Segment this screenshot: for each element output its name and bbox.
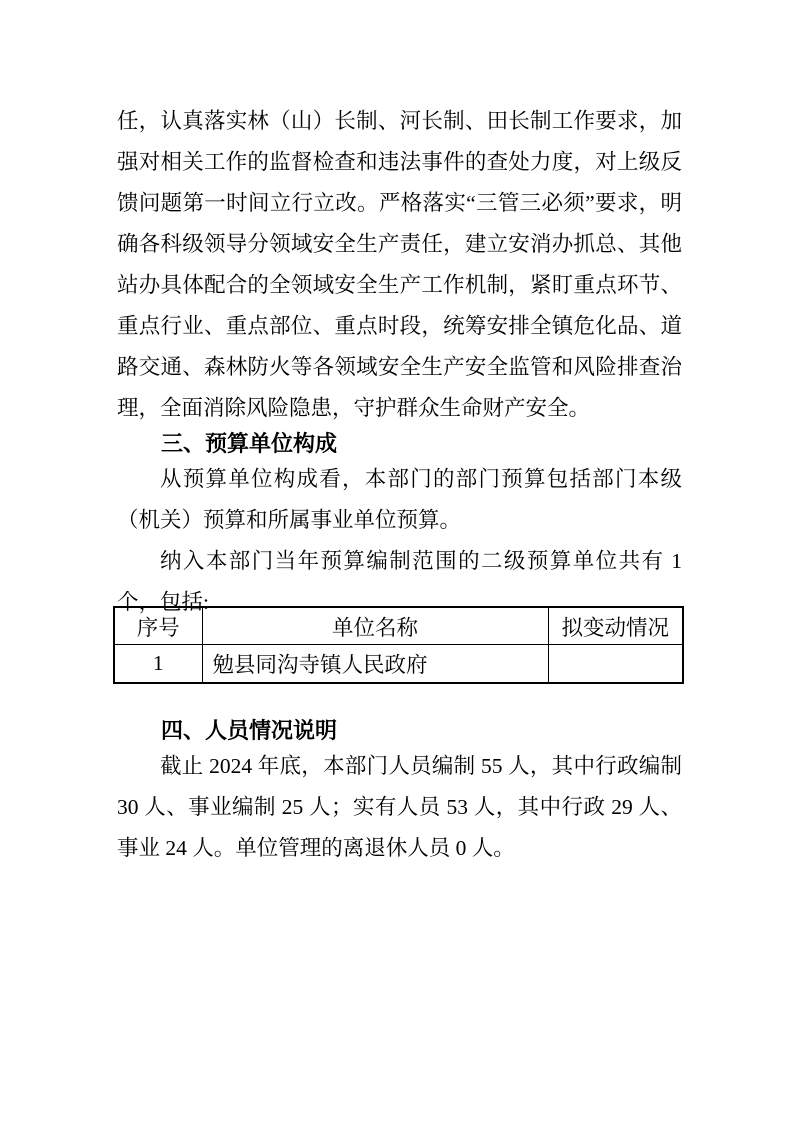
table-header-unit-name: 单位名称	[202, 607, 548, 645]
table-cell-unit-name: 勉县同沟寺镇人民政府	[202, 645, 548, 684]
table-cell-seq: 1	[114, 645, 202, 684]
table-header-change: 拟变动情况	[548, 607, 683, 645]
section-3-paragraph-1: 从预算单位构成看，本部门的部门预算包括部门本级（机关）预算和所属事业单位预算。	[117, 467, 682, 532]
paragraph-continuation: 任，认真落实林（山）长制、河长制、田长制工作要求，加强对相关工作的监督检查和违法事件的查处力度，对上级反馈问题第一时间立行立改。严格落实“三管三必须”要求，明确各科级领导分领域安全生产责任，建立安消办抓总、其他站办具体配合的全领域安全生产工作机制，紧盯重点环节、重点行业、重点部位、重点时段，统筹安排全镇危化品、道路交通、森林防火等各领域安全生产安全监管和风险排查治理，全面消除风险隐患，守护群众生命财产安全。	[117, 109, 682, 420]
section-3-heading: 三、预算单位构成	[161, 431, 338, 456]
section-4-heading: 四、人员情况说明	[161, 718, 338, 743]
section-4-paragraph-1: 截止 2024 年底，本部门人员编制 55 人，其中行政编制 30 人、事业编制 25 人；实有人员 53 人，其中行政 29 人、事业 24 人。单位管理的离退休人员 0 人。	[117, 754, 682, 860]
section-3-paragraph-2: 纳入本部门当年预算编制范围的二级预算单位共有 1 个，包括:	[117, 549, 682, 614]
table-row	[114, 645, 683, 684]
table-header-seq: 序号	[114, 607, 202, 645]
table-cell-change	[548, 645, 683, 684]
